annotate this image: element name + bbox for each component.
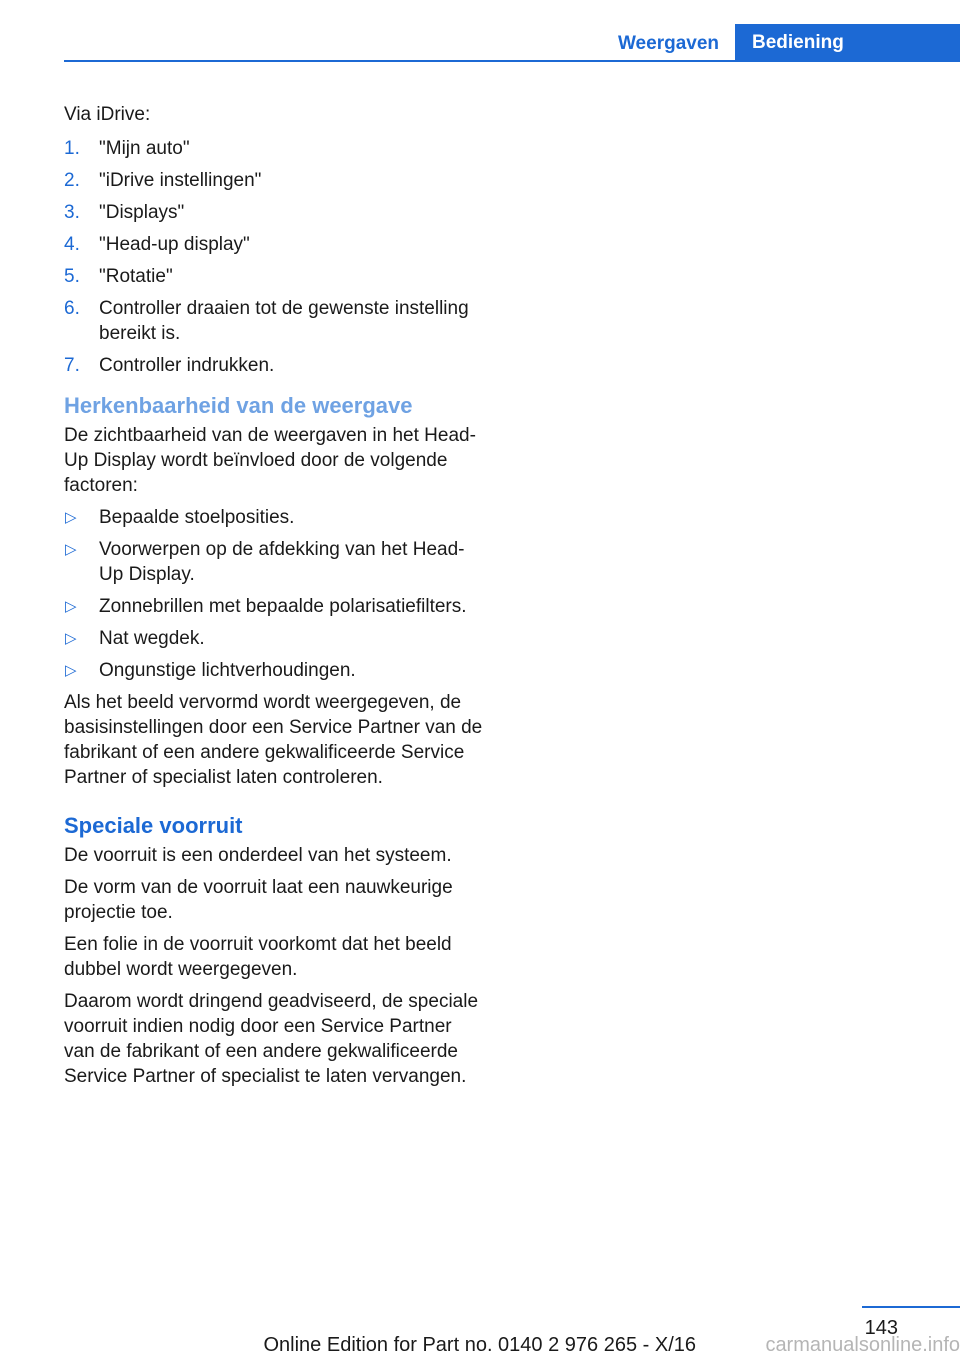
list-item	[64, 505, 484, 530]
list-item	[64, 626, 484, 651]
triangle-bullet-icon: ▷	[65, 509, 77, 526]
section-heading-windshield: Speciale voorruit	[64, 813, 243, 838]
edition-text: Online Edition for Part no. 0140 2 976 265 - X/16	[263, 1334, 696, 1356]
step-text: "Mijn auto"	[99, 138, 190, 159]
list-item	[64, 537, 484, 587]
page-number: 143	[864, 1317, 898, 1339]
section-outro: Als het beeld vervormd wordt weergegeven, de basisinstellingen door een Service Partner van de fabrikant of een andere gekwalificeerde Service Partner of specialist laten controleren.	[64, 692, 483, 788]
triangle-bullet-icon: ▷	[65, 630, 77, 647]
triangle-bullet-icon: ▷	[65, 662, 77, 679]
section-intro: De zichtbaarheid van de weergaven in het Head-Up Display wordt beïnvloed door de volgende factoren:	[64, 425, 476, 496]
step-item	[64, 264, 484, 289]
paragraph: De vorm van de voorruit laat een nauwkeurige projectie toe.	[64, 877, 453, 923]
step-text: Controller indrukken.	[99, 355, 275, 376]
intro-text: Via iDrive:	[64, 104, 151, 125]
step-number: 7.	[64, 355, 80, 376]
triangle-bullet-icon: ▷	[65, 598, 77, 615]
step-item	[64, 296, 484, 346]
list-item-text: Voorwerpen op de afdekking van het Head-Up Display.	[99, 539, 465, 585]
section-heading-visibility: Herkenbaarheid van de weergave	[64, 393, 413, 418]
step-text: "Displays"	[99, 202, 185, 223]
list-item-text: Nat wegdek.	[99, 628, 205, 649]
header-chapter-tab: Bediening	[735, 24, 960, 62]
list-item	[64, 658, 484, 683]
step-number: 6.	[64, 298, 80, 319]
step-number: 2.	[64, 170, 80, 191]
main-content	[64, 102, 484, 1096]
step-text: "Head-up display"	[99, 234, 250, 255]
step-text: "Rotatie"	[99, 266, 173, 287]
step-number: 1.	[64, 138, 80, 159]
step-item	[64, 353, 484, 378]
steps-list	[64, 136, 484, 378]
footer-rule	[862, 1306, 960, 1308]
step-item	[64, 200, 484, 225]
list-item-text: Zonnebrillen met bepaalde polarisatiefilters.	[99, 596, 467, 617]
paragraph: Een folie in de voorruit voorkomt dat het beeld dubbel wordt weergegeven.	[64, 934, 452, 980]
step-item	[64, 168, 484, 193]
watermark-text: carmanualsonline.info	[765, 1334, 960, 1356]
paragraph: Daarom wordt dringend geadviseerd, de speciale voorruit indien nodig door een Service Partner van de fabrikant of een andere gekwalificeerde Service Partner of specialist te laten vervangen.	[64, 991, 479, 1087]
paragraph: De voorruit is een onderdeel van het systeem.	[64, 845, 452, 866]
step-number: 5.	[64, 266, 80, 287]
list-item	[64, 594, 484, 619]
step-item	[64, 232, 484, 257]
list-item-text: Ongunstige lichtverhoudingen.	[99, 660, 356, 681]
step-text: "iDrive instellingen"	[99, 170, 262, 191]
step-text: Controller draaien tot de gewenste instelling bereikt is.	[99, 298, 469, 344]
step-number: 4.	[64, 234, 80, 255]
step-number: 3.	[64, 202, 80, 223]
step-item	[64, 136, 484, 161]
factors-list	[64, 505, 484, 683]
list-item-text: Bepaalde stoelposities.	[99, 507, 295, 528]
header-section-label: Weergaven	[617, 33, 719, 54]
triangle-bullet-icon: ▷	[65, 541, 77, 558]
